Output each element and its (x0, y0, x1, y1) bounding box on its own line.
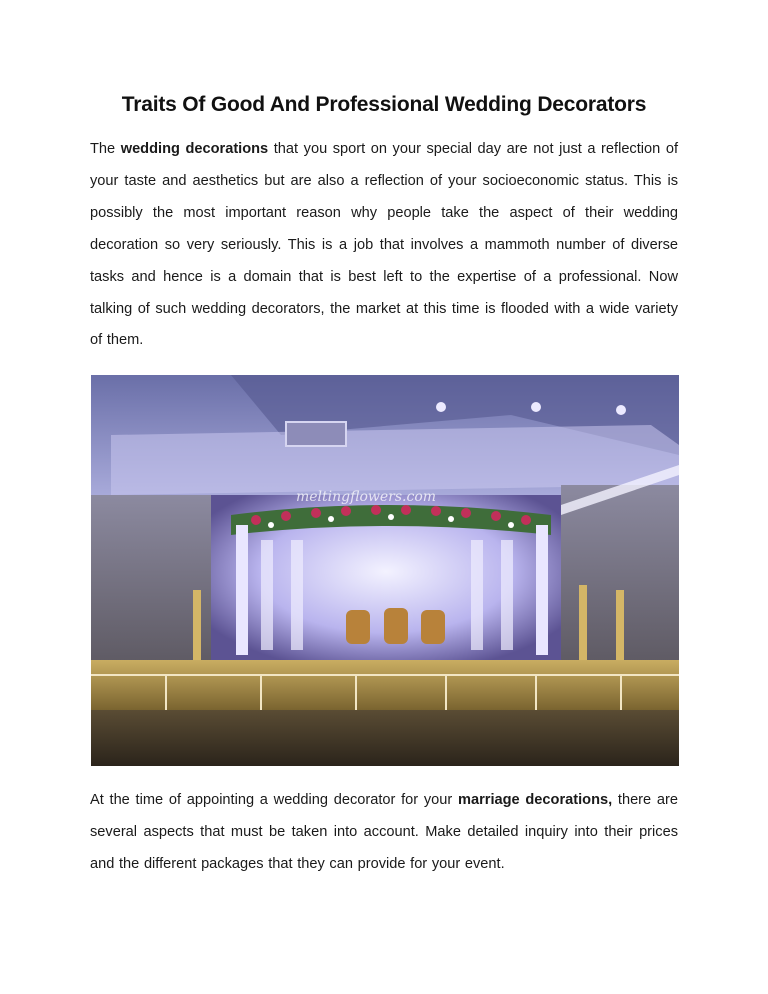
appointing-text-rest: there are several aspects that must be taken into account. Make detailed inquiry into their prices and the different packages that they can provide for your event. (90, 792, 678, 872)
wedding-stage-illustration (91, 375, 679, 766)
page-title: Traits Of Good And Professional Wedding Decorators (121, 93, 647, 116)
intro-text-start: The (90, 141, 121, 157)
intro-text-rest: that you sport on your special day are not just a reflection of your taste and aesthetics but are also a reflection of your socioeconomic status. This is possibly the most important reason why people take the aspect of their wedding decoration so very seriously. This is a job that involves a mammoth number of diverse tasks and hence is a domain that is best left to the expertise of a professional. Now talking of such wedding decorators, the market at this time is flooded with a wide variety of them. (90, 141, 678, 349)
wedding-stage-photo (91, 375, 679, 766)
marriage-decorations-keyword: marriage decorations, (458, 792, 613, 808)
intro-paragraph (90, 134, 678, 357)
appointing-paragraph (90, 785, 678, 881)
appointing-text-start: At the time of appointing a wedding decorator for your (90, 792, 459, 808)
photo-watermark: meltingflowers.com (296, 489, 437, 505)
wedding-decorations-keyword: wedding decorations (120, 141, 269, 157)
